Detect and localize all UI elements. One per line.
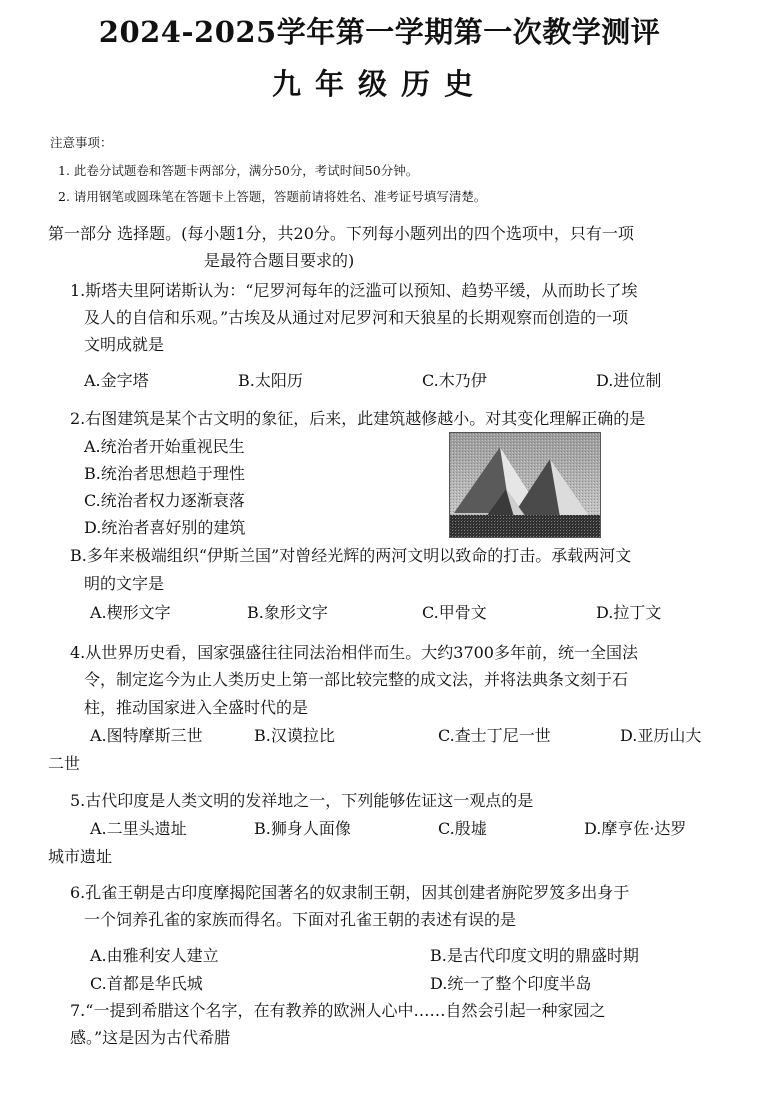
q6-option-c: C.首都是华氏城 xyxy=(90,974,203,993)
q5-option-d-wrap: 城市遗址 xyxy=(48,847,113,866)
q4-stem-line-3: 柱，推动国家进入全盛时代的是 xyxy=(84,698,309,717)
q1-option-c: C.木乃伊 xyxy=(422,371,487,390)
q6-option-b: B.是古代印度文明的鼎盛时期 xyxy=(430,946,639,965)
q2-option-d: D.统治者喜好别的建筑 xyxy=(84,518,246,537)
q6-option-d: D.统一了整个印度半岛 xyxy=(430,974,592,993)
q3-option-d: D.拉丁文 xyxy=(596,603,662,622)
q5-stem: 5.古代印度是人类文明的发祥地之一，下列能够佐证这一观点的是 xyxy=(70,791,534,810)
q1-stem-line-3: 文明成就是 xyxy=(84,335,165,354)
q5-option-c: C.殷墟 xyxy=(438,819,487,838)
q3-option-b: B.象形文字 xyxy=(247,603,328,622)
q6-option-a: A.由雅利安人建立 xyxy=(90,946,219,965)
q6-stem-line-1: 6.孔雀王朝是古印度摩揭陀国著名的奴隶制王朝，因其创建者旃陀罗笈多出身于 xyxy=(70,883,630,902)
subject-title: 九年级历史 xyxy=(271,67,487,101)
pyramids-photo xyxy=(449,432,601,538)
q5-option-b: B.狮身人面像 xyxy=(254,819,351,838)
q2-option-a: A.统治者开始重视民生 xyxy=(84,437,245,456)
q4-option-b: B.汉谟拉比 xyxy=(254,726,335,745)
q5-option-d: D.摩亨佐·达罗 xyxy=(584,819,687,838)
section-instruction-line-1: 第一部分 选择题。(每小题1分，共20分。下列每小题列出的四个选项中，只有一项 xyxy=(48,224,634,243)
q4-option-a: A.图特摩斯三世 xyxy=(90,726,203,745)
q4-stem-line-2: 令，制定迄今为止人类历史上第一部比较完整的成文法，并将法典条文刻于石 xyxy=(84,670,629,689)
q1-option-d: D.进位制 xyxy=(596,371,662,390)
q3-stem-line-1: B.多年来极端组织“伊斯兰国”对曾经光辉的两河文明以致命的打击。承载两河文 xyxy=(70,546,632,565)
notice-item-2: 2. 请用钢笔或圆珠笔在答题卡上答题，答题前请将姓名、准考证号填写清楚。 xyxy=(58,189,487,204)
q3-option-a: A.楔形文字 xyxy=(90,603,171,622)
q1-stem-line-2: 及人的自信和乐观。”古埃及从通过对尼罗河和天狼星的长期观察而创造的一项 xyxy=(84,308,629,327)
q2-option-b: B.统治者思想趋于理性 xyxy=(84,464,245,483)
q4-option-c: C.查士丁尼一世 xyxy=(438,726,551,745)
q2-option-c: C.统治者权力逐渐衰落 xyxy=(84,491,245,510)
notice-item-1: 1. 此卷分试题卷和答题卡两部分，满分50分，考试时间50分钟。 xyxy=(58,163,419,178)
q2-stem: 2.右图建筑是某个古文明的象征，后来，此建筑越修越小。对其变化理解正确的是 xyxy=(70,409,646,428)
q4-option-d-wrap: 二世 xyxy=(48,754,81,773)
q3-stem-line-2: 明的文字是 xyxy=(84,574,165,593)
q6-stem-line-2: 一个饲养孔雀的家族而得名。下面对孔雀王朝的表述有误的是 xyxy=(84,910,517,929)
q1-option-b: B.太阳历 xyxy=(238,371,303,390)
q7-stem-line-1: 7.“一提到希腊这个名字，在有教养的欧洲人心中……自然会引起一种家园之 xyxy=(70,1001,606,1020)
q1-stem-line-1: 1.斯塔夫里阿诺斯认为：“尼罗河每年的泛滥可以预知、趋势平缓，从而助长了埃 xyxy=(70,281,638,300)
notice-heading: 注意事项： xyxy=(50,135,113,150)
q4-stem-line-1: 4.从世界历史看，国家强盛往往同法治相伴而生。大约3700多年前，统一全国法 xyxy=(70,643,638,662)
q7-stem-line-2: 感。”这是因为古代希腊 xyxy=(70,1028,231,1047)
section-instruction-line-2: 是最符合题目要求的) xyxy=(204,251,355,270)
q4-option-d: D.亚历山大 xyxy=(620,726,702,745)
q3-option-c: C.甲骨文 xyxy=(422,603,487,622)
q5-option-a: A.二里头遗址 xyxy=(90,819,187,838)
q1-option-a: A.金字塔 xyxy=(84,371,149,390)
exam-title: 2024-2025学年第一学期第一次教学测评 xyxy=(98,15,661,49)
